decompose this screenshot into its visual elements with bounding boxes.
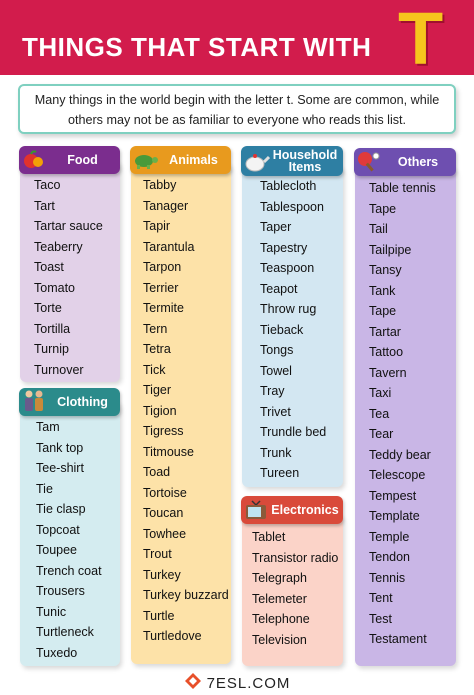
electronics-tag [241, 496, 343, 524]
animals-list-item: Tiger [143, 383, 172, 397]
food-list-item: Turnover [34, 362, 84, 377]
clothing-list-item: Tank top [36, 440, 84, 455]
brand-name: 7ESL.COM [206, 674, 291, 692]
animals-list-item: Termite [143, 301, 184, 315]
animals-list-item: Turkey [143, 567, 181, 582]
household-list-item: Tapestry [260, 240, 308, 255]
animals-list-item: Toucan [143, 506, 184, 520]
clothing-list-item: Trousers [36, 584, 85, 598]
others-list-item: Temple [369, 529, 410, 544]
household-list [260, 176, 326, 484]
others-list-item: Tartar [369, 324, 401, 339]
others-list-item: Tempest [369, 488, 417, 503]
fruit-icon [19, 146, 49, 174]
clothing-list-item: Tee-shirt [36, 461, 84, 475]
food-list-item: Tomato [34, 280, 75, 295]
others-list-item: Tank [369, 283, 396, 298]
animals-list-item: Tick [143, 362, 166, 377]
food-list-item: Teaberry [34, 239, 83, 254]
animals-list-item: Tarantula [143, 239, 195, 254]
others-list-item: Teddy bear [369, 447, 431, 462]
others-list-item: Tattoo [369, 345, 404, 359]
clothing-list-item: Tam [36, 420, 60, 434]
others-list-item: Tea [369, 406, 390, 421]
food-tag [19, 146, 120, 174]
others-list-item: Tailpipe [369, 242, 412, 257]
others-list-item: Tennis [369, 570, 406, 585]
intro-box [18, 84, 456, 134]
animals-list-item: Tetra [143, 342, 171, 356]
animals-list-item: Tanager [143, 198, 189, 213]
header-banner [0, 0, 474, 80]
household-label-line-1: Household [272, 148, 338, 162]
animals-list-item: Turkey buzzard [143, 588, 229, 602]
teapot-icon [241, 147, 271, 175]
household-list-item: Tongs [260, 343, 294, 357]
household-list-item: Taper [260, 220, 292, 234]
others-list-item: Test [369, 611, 392, 626]
people-icon [19, 388, 49, 416]
others-list-item: Telescope [369, 468, 426, 482]
animals-list-item: Tapir [143, 219, 171, 233]
animals-list-item: Turtledove [143, 629, 202, 643]
food-list-item: Tortilla [34, 321, 71, 336]
footer [0, 671, 474, 695]
page-title: THINGS THAT START WITH [22, 32, 372, 62]
others-list-item: Tavern [369, 365, 407, 380]
others-list-item: Tape [369, 304, 397, 318]
household-list-item: Tray [260, 384, 285, 398]
animals-list-item: Tortoise [143, 485, 187, 500]
household-list-item: Trundle bed [260, 425, 327, 439]
others-tag [354, 148, 456, 176]
electronics-label: Electronics [271, 503, 339, 517]
household-list-item: Teapot [260, 281, 298, 296]
clothing-list-item: Tie clasp [36, 502, 86, 516]
household-list-item: Tieback [260, 322, 304, 337]
household-list-item: Throw rug [260, 302, 317, 316]
others-list-item: Testament [369, 632, 427, 646]
others-list [369, 178, 436, 650]
clothing-list-item: Tunic [36, 604, 67, 619]
intro-line-2: others may not be as familiar to everyone who reads this list. [67, 113, 407, 127]
food-list-item: Turnip [34, 342, 69, 356]
household-label-line-2: Items [288, 160, 322, 174]
food-list-item: Toast [34, 260, 64, 274]
others-list-item: Tear [369, 427, 394, 441]
others-label: Others [397, 155, 439, 169]
animals-list-item: Tern [143, 321, 168, 336]
clothing-list-item: Toupee [36, 543, 78, 557]
household-list-item: Teaspoon [260, 261, 315, 275]
brand-logo-icon [184, 672, 202, 695]
clothing-list-item: Topcoat [36, 522, 80, 537]
animals-list-item: Tigress [143, 424, 184, 438]
household-list-item: Tureen [260, 466, 300, 480]
electronics-list-item: Telegraph [252, 571, 307, 585]
others-list-item: Tent [369, 591, 393, 605]
others-list-item: Tape [369, 201, 397, 216]
household-list-item: Tablespoon [260, 199, 324, 214]
others-list-item: Template [369, 509, 420, 523]
household-list-item: Tablecloth [260, 179, 317, 193]
intro-line-1: Many things in the world begin with the letter t. Some are common, while [34, 93, 440, 107]
clothing-list-item: Trench coat [36, 563, 102, 578]
animals-list-item: Toad [143, 465, 171, 479]
household-list-item: Trivet [260, 404, 291, 419]
clothing-list-item: Tie [36, 481, 53, 496]
electronics-list-item: Tablet [252, 530, 286, 544]
animals-list [143, 175, 229, 647]
electronics-list-item: Television [252, 632, 307, 647]
electronics-list [252, 527, 338, 650]
others-list-item: Tansy [369, 263, 402, 277]
animals-list-item: Terrier [143, 280, 179, 295]
clothing-label: Clothing [57, 395, 108, 409]
household-list-item: Towel [260, 363, 292, 378]
others-list-item: Tendon [369, 550, 411, 564]
animals-list-item: Towhee [143, 526, 187, 541]
clothing-list [36, 417, 102, 663]
food-list-item: Tartar sauce [34, 219, 103, 233]
others-list-item: Taxi [369, 386, 392, 400]
tv-icon [241, 496, 271, 524]
animals-list-item: Tarpon [143, 260, 182, 274]
title-letter: T [398, 0, 444, 80]
food-list-item: Tart [34, 198, 55, 213]
animals-list-item: Tigion [143, 403, 177, 418]
household-tag [241, 146, 343, 176]
turtle-icon [130, 146, 160, 174]
clothing-tag [19, 388, 120, 416]
food-label: Food [67, 153, 98, 167]
animals-tag [130, 146, 231, 174]
others-list-item: Tail [369, 222, 388, 236]
electronics-list-item: Telephone [252, 612, 310, 626]
clothing-list-item: Turtleneck [36, 625, 94, 639]
animals-label: Animals [169, 153, 218, 167]
animals-list-item: Trout [143, 547, 172, 561]
clothing-list-item: Tuxedo [36, 645, 78, 660]
animals-list-item: Turtle [143, 608, 175, 623]
electronics-list-item: Telemeter [252, 591, 307, 606]
electronics-list-item: Transistor radio [252, 550, 339, 565]
others-list-item: Table tennis [369, 181, 436, 195]
food-list [34, 175, 103, 380]
household-list-item: Trunk [260, 445, 292, 460]
animals-list-item: Tabby [143, 178, 177, 192]
table-tennis-icon [354, 148, 384, 176]
food-list-item: Taco [34, 178, 61, 192]
animals-list-item: Titmouse [143, 444, 194, 459]
food-list-item: Torte [34, 301, 62, 315]
